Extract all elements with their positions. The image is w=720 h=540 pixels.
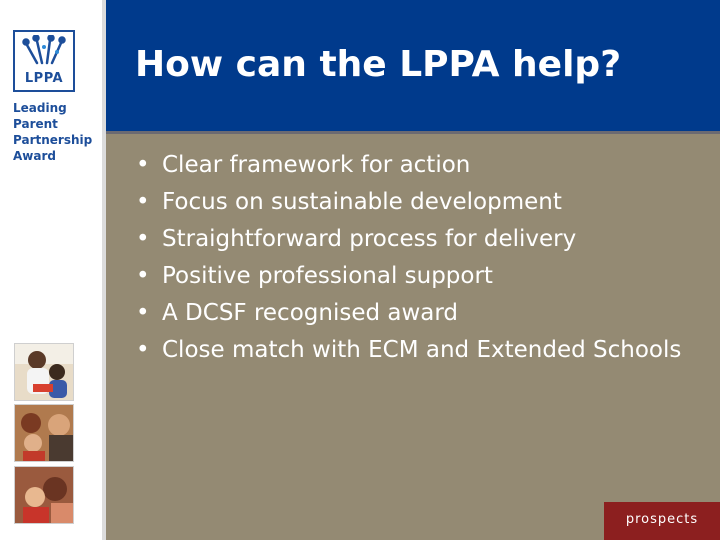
title-banner-shadow bbox=[106, 131, 720, 134]
prospects-logo: prospects bbox=[625, 512, 699, 527]
bullet-item: • Focus on sustainable development bbox=[136, 187, 696, 217]
bullet-list bbox=[136, 150, 696, 372]
logo-wordmark bbox=[13, 100, 92, 164]
logo-line: Leading bbox=[13, 101, 67, 115]
lppa-logo bbox=[13, 30, 75, 92]
logo-acronym: LPPA bbox=[24, 71, 64, 86]
family-group-photo bbox=[14, 404, 74, 462]
bullet-item: • Close match with ECM and Extended Schools bbox=[136, 335, 696, 365]
parent-and-child-photo bbox=[14, 466, 74, 524]
people-figures-icon bbox=[21, 35, 69, 67]
logo-line: Partnership bbox=[13, 133, 93, 147]
bullet-item: • Positive professional support bbox=[136, 261, 696, 291]
mother-reading-with-child-photo bbox=[14, 343, 74, 401]
bullet-item: • Straightforward process for delivery bbox=[136, 224, 696, 254]
bullet-item: • A DCSF recognised award bbox=[136, 298, 696, 328]
sidebar bbox=[0, 0, 102, 540]
footer-brand-band bbox=[604, 502, 720, 540]
bullet-item: • Clear framework for action bbox=[136, 150, 696, 180]
logo-line: Parent bbox=[13, 117, 58, 131]
logo-line: Award bbox=[13, 149, 56, 163]
slide-title: How can the LPPA help? bbox=[135, 44, 622, 85]
